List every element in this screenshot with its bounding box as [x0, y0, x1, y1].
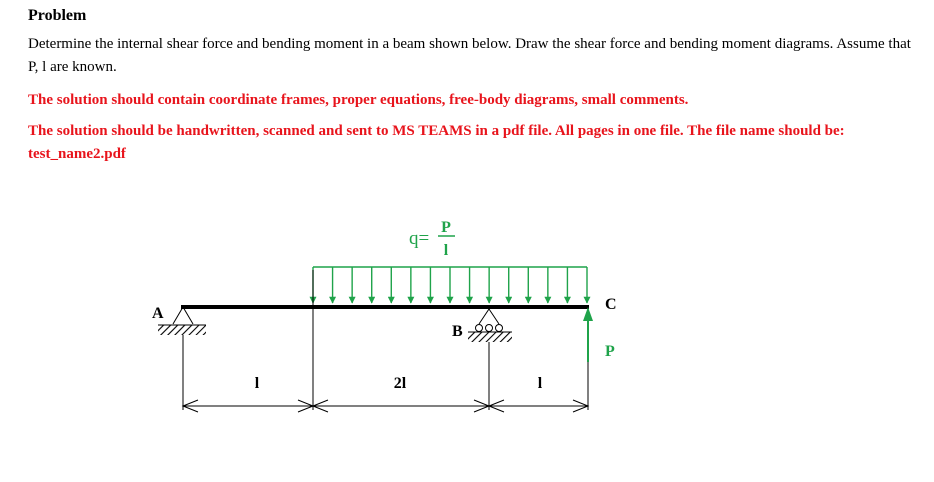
ground-hatch-b — [468, 332, 512, 342]
load-denominator: l — [443, 242, 449, 259]
label-a: A — [152, 305, 164, 322]
beam — [181, 305, 589, 309]
dimension-lines — [183, 400, 588, 412]
requirement-submission: The solution should be handwritten, scanned and sent to MS TEAMS in a pdf file. All pages in one file. The file name should be: test_name2.pdf — [28, 123, 845, 162]
load-numerator: P — [441, 219, 451, 236]
label-b: B — [452, 323, 463, 340]
requirement-content: The solution should contain coordinate frames, proper equations, free-body diagrams, small comments. — [28, 92, 689, 108]
dim-label-2: 2l — [393, 375, 407, 392]
problem-statement: Determine the internal shear force and bending moment in a beam shown below. Draw the shear force and bending moment diagrams. Assume that P, l are known. — [28, 36, 911, 75]
load-label — [409, 219, 455, 259]
dim-label-1: l — [254, 375, 260, 392]
load-q-label: q= — [409, 228, 430, 249]
force-p-label: P — [605, 343, 615, 360]
support-a — [158, 307, 206, 335]
problem-heading: Problem — [28, 7, 87, 24]
dim-label-3: l — [537, 375, 543, 392]
load-arrows — [313, 267, 587, 303]
extension-lines — [183, 270, 588, 410]
ground-hatch-a — [158, 325, 206, 335]
label-c: C — [605, 296, 617, 313]
distributed-load — [313, 267, 587, 303]
support-b — [468, 309, 512, 342]
force-p-arrow — [583, 307, 593, 362]
